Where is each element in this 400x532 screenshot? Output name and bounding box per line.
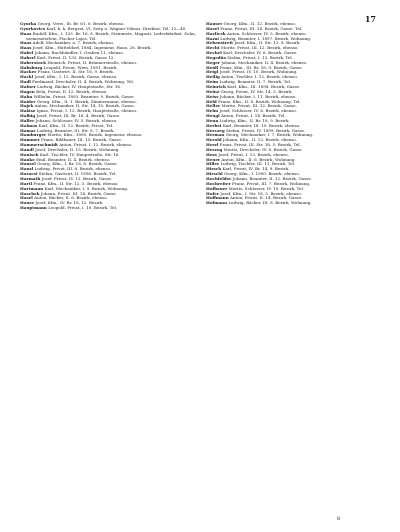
entry-surname: Heinrich: [206, 83, 226, 89]
entry-details: Ludwig, Beamter, I. 1897. Bezirk, Wohnung.: [220, 35, 312, 41]
entry-surname: Hauer: [20, 200, 35, 206]
entry-surname: Herold: [206, 137, 222, 143]
entry-details: Franz, Kfm., III. Br. 16, 9. Bezirk, Gasse.: [219, 64, 303, 70]
entry-surname: Harmath: [20, 176, 41, 181]
entry-details: Georg, Kfm., I. Br. 18, 6. Bezirk, Gasse.: [37, 161, 118, 167]
entry-surname: Heller: [206, 103, 221, 109]
entry-surname: Haberstock: [20, 59, 47, 65]
entry-details: Georg, Privat, IV. Str. 14, 5. Bezirk.: [220, 88, 293, 94]
entry-surname: Hajek: [20, 103, 34, 109]
entry-surname: Gyurkovics: [20, 25, 46, 31]
entry-details: Franz, Gastwirt, II. Str. 18, 9. Bezirk.: [37, 69, 114, 75]
page-number: 17: [364, 14, 376, 24]
entry-details: Karl, Kfm., III. 1898. Bezirk, Gasse.: [227, 83, 301, 89]
entry-details: Adolf, Mechaniker, a. 7. Bezirk, ebenso.: [32, 40, 115, 46]
entry-details: Moritz, Privat, III. 12. Bezirk, ebenso.: [220, 45, 299, 51]
entry-details: Ferdinand, Drechsler, II. 4. Bezirk, Wohnung, Tel.: [32, 79, 134, 85]
entry-surname: Havel: [206, 25, 219, 31]
entry-details: Karl, Kfm., II. 12. Bezirk, Privat, Tel.: [38, 122, 114, 128]
entry-details: Anton, Bäcker, II. 6. Bezirk, ebenso.: [34, 195, 108, 201]
entry-surname: Hiller: [206, 161, 220, 167]
entry-details: Georg, Kfm., II. 1. Bezirk, Zimmermann, ebenso.: [36, 98, 137, 104]
entry-surname: Hirschl: [206, 171, 223, 177]
entry-details: Anton, Kfm., II. 6. Bezirk, Wohnung.: [221, 156, 296, 162]
entry-surname: Herczeg: [206, 127, 225, 133]
directory-entry: [20, 206, 196, 211]
entry-details: Karl, Privat, IV. Br. 14, 9. Bezirk.: [222, 166, 290, 172]
entry-surname: Hamburger: [20, 132, 47, 138]
entry-surname: Hadl: [20, 79, 31, 85]
entry-details: Anton, Privat, I. 14. Bezirk, Tel.: [221, 113, 286, 119]
left-column: [20, 22, 196, 520]
entry-surname: Heger: [206, 59, 220, 65]
entry-details: Franz, Bildhauer, III. 15. Bezirk, Gasse.: [41, 137, 123, 143]
entry-surname: Heilig: [206, 74, 220, 80]
entry-surname: Herman: [206, 132, 225, 138]
entry-details: Karl, Tischler, IV. Hauptstraße, Str. 16.: [39, 151, 120, 157]
entry-surname: Hagen: [20, 88, 35, 94]
entry-surname: Heckel: [206, 50, 222, 56]
entry-details: Anton, Privat, I. 12. Bezirk, ebenso.: [59, 142, 133, 148]
entry-surname: Hacker: [20, 69, 37, 75]
entry-surname: Hanisch: [20, 151, 39, 157]
entry-details: Josef, Privat, I. 13. Bezirk, ebenso.: [218, 151, 289, 157]
entry-surname: Hackl: [20, 74, 34, 80]
entry-details: Georg, Kfm., I. 1900. Bezirk, ebenso.: [224, 171, 300, 177]
directory-entry: [206, 201, 382, 206]
entry-details: Moritz, Schlosser, IV. 10. Bezirk, Tel.: [228, 185, 305, 191]
entry-details: Johann, Mechaniker, II. 4. Bezirk, ebenso.: [221, 59, 308, 65]
entry-details: Bela, Privat, II. 12. Bezirk, ebenso.: [36, 88, 108, 94]
entry-details: Franz, Kfm., II. 8. Bezirk, Wohnung, Tel.: [218, 98, 301, 104]
entry-details: Anton, Mechaniker, II. Str. 14, 10. Bezirk, Gasse.: [34, 103, 135, 109]
entry-details: Ludwig, Beamter, III. Str. 8, 7. Bezirk.: [36, 127, 115, 133]
entry-details: Wilhelm, Privat, 1893. Beamter, 9. Bezirk, Gasse.: [33, 93, 135, 99]
entry-details: Karl, Privat, II. 133. Bezirk, Gasse 12.: [36, 54, 115, 60]
entry-details: Johann, Beamter, II. 12. Bezirk, Gasse.: [232, 176, 312, 181]
entry-details: Josef, Kfm., II. Str. 12, 8. Bezirk.: [234, 40, 301, 46]
entry-surname: Halbig: [20, 113, 36, 119]
entry-details: Josef, Privat, IV. 12. Bezirk, Gasse.: [41, 176, 113, 181]
entry-surname: Heim: [206, 79, 219, 85]
entry-surname: Hofbauer: [206, 185, 228, 191]
entry-details: Josef, Privat, III. Br. 16, 4. Bezirk, Gasse.: [36, 113, 121, 119]
entry-surname: Hammer: [20, 137, 40, 143]
directory-columns: [20, 22, 382, 520]
entry-details: Josef, Kfm., I. 12. Bezirk, Gasse, ebenso.: [34, 74, 118, 80]
entry-details: Anton, Privat, II. 14. Bezirk, Gasse.: [229, 195, 303, 201]
entry-details: Ludwig, Kfm., II. Br. 18, 9. Bezirk.: [219, 117, 290, 123]
entry-surname: Handl: [20, 146, 34, 152]
entry-details: Ludwig, Tischler, III. 11. Bezirk, Tel.: [220, 161, 296, 167]
entry-surname: Habsburg: [20, 64, 43, 70]
entry-details: Josef, Kfm., IV. Br. 18, 12. Bezirk.: [35, 200, 104, 206]
entry-details: Josef, Privat, IV. 10. Bezirk, Wohnung.: [219, 69, 298, 75]
entry-details: Anton, Schlosser, IV. 5. Bezirk, ebenso.: [227, 30, 307, 36]
entry-details: Josef, Drechsler, II. 13. Bezirk, Wohnung.: [35, 146, 120, 152]
entry-details: Josef, Kfm., I. Str. 18, 5. Bezirk, ebenso.: [220, 190, 302, 196]
entry-details: Stefan, Privat, I. 13. Bezirk, Tel.: [227, 54, 293, 60]
right-column: [206, 22, 382, 520]
entry-details: Franz, Privat, III. 7. Bezirk, Wohnung.: [232, 180, 311, 186]
entry-details: Moritz, Kfm., 1895. Bezirk, Ingenieur, ebenso.: [47, 132, 143, 138]
entry-surname: Hess: [206, 151, 217, 157]
entry-surname: Hirsch: [206, 166, 222, 172]
entry-details: Josef, Schlosser, IV. 6. Bezirk, ebenso.: [219, 108, 297, 114]
entry-surname: Hartmann: [20, 185, 44, 191]
entry-details: Franz, Privat, III. 14. Bezirk, Gasse, Tel.: [220, 25, 303, 31]
entry-details: Heinrich, Privat, II. Brünnerstraße, ebenso.: [47, 59, 138, 65]
entry-surname: Hecht: [206, 45, 220, 51]
entry-surname: Hahn: [20, 93, 33, 99]
entry-details: Karl, Drechsler, IV. 6. Bezirk, Gasse.: [223, 50, 298, 56]
entry-surname: Hamar: [20, 127, 36, 133]
entry-surname: Hafner: [20, 83, 36, 89]
entry-details: Stefan, Gastwirt, II. 1896. Bezirk, Tel.: [38, 171, 117, 177]
entry-details: Moritz, Drechsler, IV. 8. Bezirk, Gasse.: [223, 146, 303, 152]
entry-details: Josef, Kfm., Hütteldorf, 1884. Ingenieur, Haus, 28. Bezirk.: [32, 45, 152, 51]
entry-surname: Havlicek: [206, 30, 226, 36]
entry-surname: Halász: [20, 108, 36, 114]
entry-surname: Hegedüs: [206, 54, 226, 60]
entry-surname: Halmos: [20, 122, 38, 128]
entry-details: Moritz, Privat, III. 12. Bezirk, Gasse.: [221, 103, 297, 109]
entry-surname: Hanke: [20, 156, 35, 162]
entry-details: Ludwig, Privat, III. 8. Bezirk, ebenso.: [34, 166, 112, 172]
entry-details: Rudolf, Kfm., I. 133. Br. 16, 8. Bezirk, Steinmetz, Magasti, Lederfabrikat, Sohn, szemeszterlein, Fischer Lajos, Tel.: [26, 30, 196, 41]
printer-signature: 8: [336, 516, 340, 522]
entry-surname: Hebenstreit: [206, 40, 234, 46]
entry-surname: Hanzl: [20, 166, 34, 172]
entry-details: Franz, Kfm., II. Str. 12, 5. Bezirk, ebenso.: [33, 180, 119, 186]
entry-details: Karl, Beamter, III. 10. Bezirk, ebenso.: [222, 122, 301, 128]
entry-details: Georg, Verw., Ib. Br. 61, 6. Bezirk, ebenso.: [37, 22, 125, 26]
entry-details: Franz, Privat, III. Str. 16, 5. Bezirk, Tel.: [219, 142, 301, 148]
entry-details: Leopold, Privat, I. 10. Bezirk, Tel.: [48, 205, 118, 211]
entry-surname: Hofmann: [206, 200, 228, 206]
entry-surname: Hochfelder: [206, 176, 232, 181]
entry-surname: Herzog: [206, 146, 223, 152]
entry-details: Georg, Kfm., II. 12. Bezirk, ebenso.: [223, 22, 297, 26]
entry-surname: Habel: [20, 50, 34, 56]
entry-surname: Heidl: [206, 64, 219, 70]
entry-surname: Hoffmann: [206, 195, 229, 201]
entry-details: Ludwig, Bäcker, IV. Hauptstraße, Str. 16.: [37, 83, 122, 89]
entry-surname: Hengl: [206, 113, 220, 119]
entry-surname: Held: [206, 98, 217, 104]
entry-details: Karl, Mechaniker, I. 9. Bezirk, Wohnung.: [44, 185, 129, 191]
entry-details: Anton, Tischler, I. 12. Bezirk, ebenso.: [221, 74, 298, 80]
entry-details: Johann, Kfm., II. 12. Bezirk, ebenso.: [222, 137, 297, 143]
entry-surname: Hansel: [20, 161, 36, 167]
entry-surname: Haberl: [20, 54, 36, 60]
entry-surname: Haracsi: [20, 171, 38, 177]
entry-surname: Heuer: [206, 156, 221, 162]
entry-details: Johann, Privat, III. 14. Bezirk, Gasse.: [40, 190, 117, 196]
entry-surname: Hasel: [20, 195, 33, 201]
entry-details: Ludwig, Beamter, II. 7. Bezirk, Tel.: [219, 79, 292, 85]
entry-details: Stefan, Privat, IV. 1899. Bezirk, Gasse.: [226, 127, 306, 133]
entry-surname: Heiss: [206, 93, 219, 99]
entry-surname: Haller: [20, 117, 35, 123]
entry-surname: Hammerschmidt: [20, 142, 58, 148]
entry-details: Johann, Buchhändler, I. Graben 11, ebenso.: [34, 50, 125, 56]
entry-surname: Heinz: [206, 88, 220, 94]
entry-surname: Gyurka: [20, 22, 37, 26]
entry-details: Ludwig, Bäcker, III. 8. Bezirk, Wohnung.: [228, 200, 312, 206]
entry-surname: Haschek: [20, 190, 40, 196]
entry-details: Karl, k. k. Bergrat, VI. Szép u. Wagner Vilmos, Direktor, Tel. 12—40.: [46, 25, 187, 31]
entry-surname: Herbst: [206, 122, 222, 128]
entry-surname: Hauser: [206, 22, 223, 26]
entry-details: Emil, Beamter, II. 4. Bezirk, ebenso.: [36, 156, 111, 162]
entry-surname: Henn: [206, 117, 219, 123]
entry-surname: Haas: [20, 45, 32, 51]
entry-surname: Hauptmann: [20, 205, 47, 211]
entry-surname: Herzl: [206, 142, 219, 148]
entry-details: Leopold, Privat, Wien, 1891. Bezirk.: [43, 64, 118, 70]
entry-surname: Heigl: [206, 69, 219, 75]
entry-surname: Hochreiter: [206, 180, 231, 186]
entry-details: Johann, Bäcker, I. 11. Bezirk, ebenso.: [219, 93, 297, 99]
entry-surname: Helm: [206, 108, 219, 114]
entry-surname: Hofer: [206, 190, 219, 196]
entry-surname: Haas: [20, 30, 32, 36]
entry-surname: Hazai: [206, 35, 219, 41]
entry-details: Georg, Mechaniker, I. 7. Bezirk, Wohnung.: [225, 132, 314, 138]
entry-surname: Haider: [20, 98, 36, 104]
entry-details: Ignaz, Privat, I. 12. Bezirk, Hauptstraße, ebenso.: [36, 108, 138, 114]
entry-surname: Haas: [20, 40, 32, 46]
entry-details: Johann, Schlosser, IV. 5. Bezirk, ebenso.: [35, 117, 118, 123]
entry-surname: Hartl: [20, 180, 32, 186]
